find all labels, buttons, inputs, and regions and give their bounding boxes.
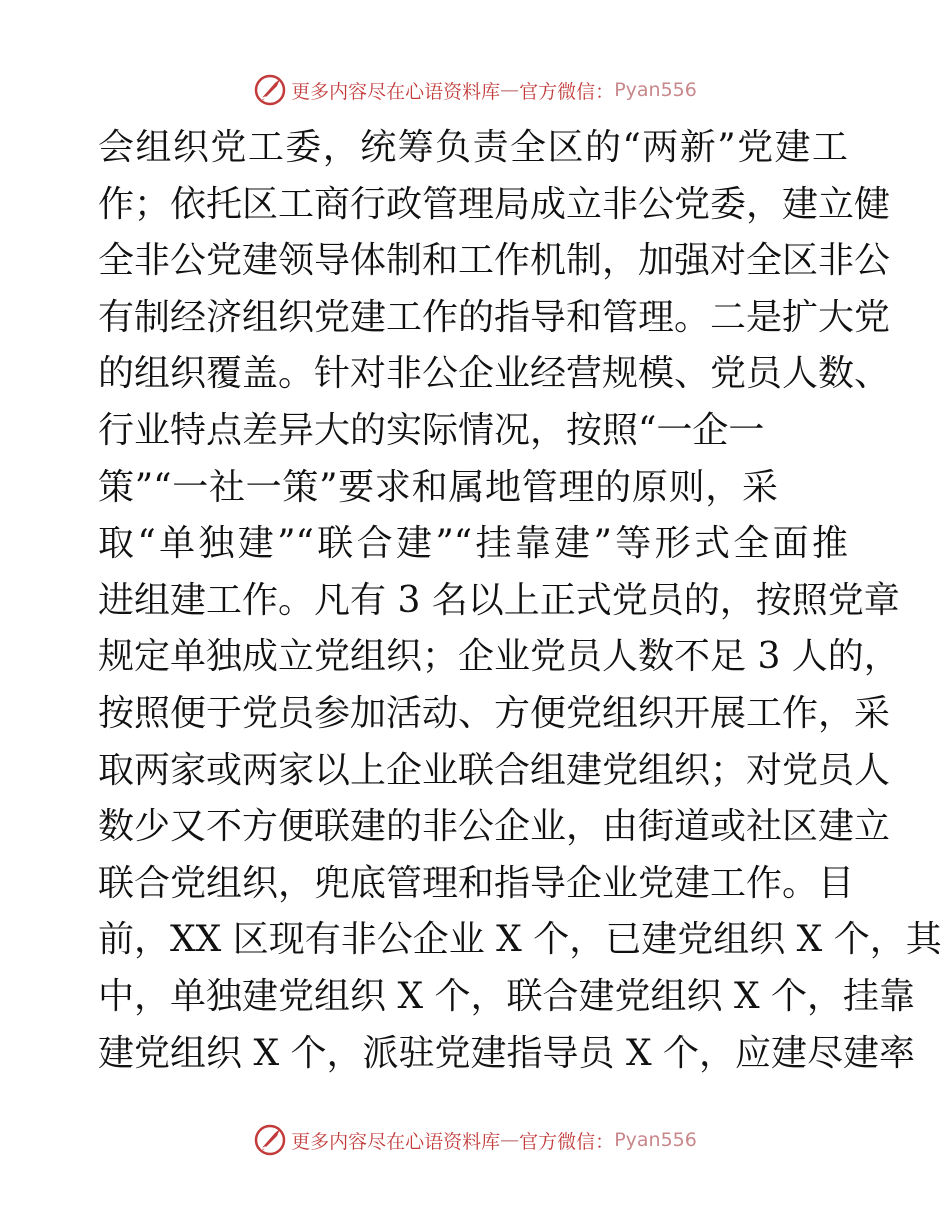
body-line-1: 会组织党工委，统筹负责全区的“两新”党建工 (98, 127, 848, 168)
body-line-13: 数少又不方便联建的非公企业，由街道或社区建立 (98, 806, 891, 848)
body-line-14: 联合党组织，兜底管理和指导企业党建工作。目 (98, 862, 855, 904)
body-line-12: 取两家或两家以上企业联合组建党组织；对党员人 (98, 749, 891, 791)
body-line-6: 行业特点差异大的实际情况，按照“一企一 (98, 409, 765, 451)
quill-pen-circle-icon (253, 1123, 287, 1157)
body-line-2: 作；依托区工商行政管理局成立非公党委，建立健 (98, 183, 891, 225)
watermark-handle: Pyan556 (614, 79, 697, 101)
body-line-15: 前，XX 区现有非公企业 X 个，已建党组织 X 个，其 (98, 919, 942, 961)
watermark-handle: Pyan556 (614, 1129, 697, 1151)
header-watermark (0, 70, 950, 110)
body-line-8: 取“单独建”“联合建”“挂靠建”等形式全面推 (98, 523, 848, 565)
watermark-separator: — (500, 79, 520, 101)
watermark-text: 更多内容尽在心语资料库 (291, 80, 501, 103)
watermark-separator: — (500, 1129, 520, 1151)
body-line-10: 规定单独成立党组织；企业党员人数不足 3 人的， (98, 636, 900, 678)
watermark-official: 官方微信： (519, 80, 615, 103)
body-line-17: 建党组织 X 个，派驻党建指导员 X 个，应建尽建率 (98, 1032, 916, 1074)
body-line-4: 有制经济组织党建工作的指导和管理。二是扩大党 (98, 296, 891, 338)
document-body (98, 120, 942, 1082)
quill-pen-circle-icon (253, 73, 287, 107)
body-line-11: 按照便于党员参加活动、方便党组织开展工作，采 (98, 692, 891, 734)
footer-watermark (0, 1120, 950, 1160)
watermark-official: 官方微信： (519, 1130, 615, 1153)
body-line-5: 的组织覆盖。针对非公企业经营规模、党员人数、 (98, 353, 891, 395)
body-line-9: 进组建工作。凡有 3 名以上正式党员的，按照党章 (98, 579, 900, 621)
body-line-3: 全非公党建领导体制和工作机制，加强对全区非公 (98, 240, 891, 282)
body-line-7: 策”“一社一策”要求和属地管理的原则，采 (98, 466, 778, 508)
watermark-text: 更多内容尽在心语资料库 (291, 1130, 501, 1153)
body-line-16: 中，单独建党组织 X 个，联合建党组织 X 个，挂靠 (98, 975, 916, 1017)
